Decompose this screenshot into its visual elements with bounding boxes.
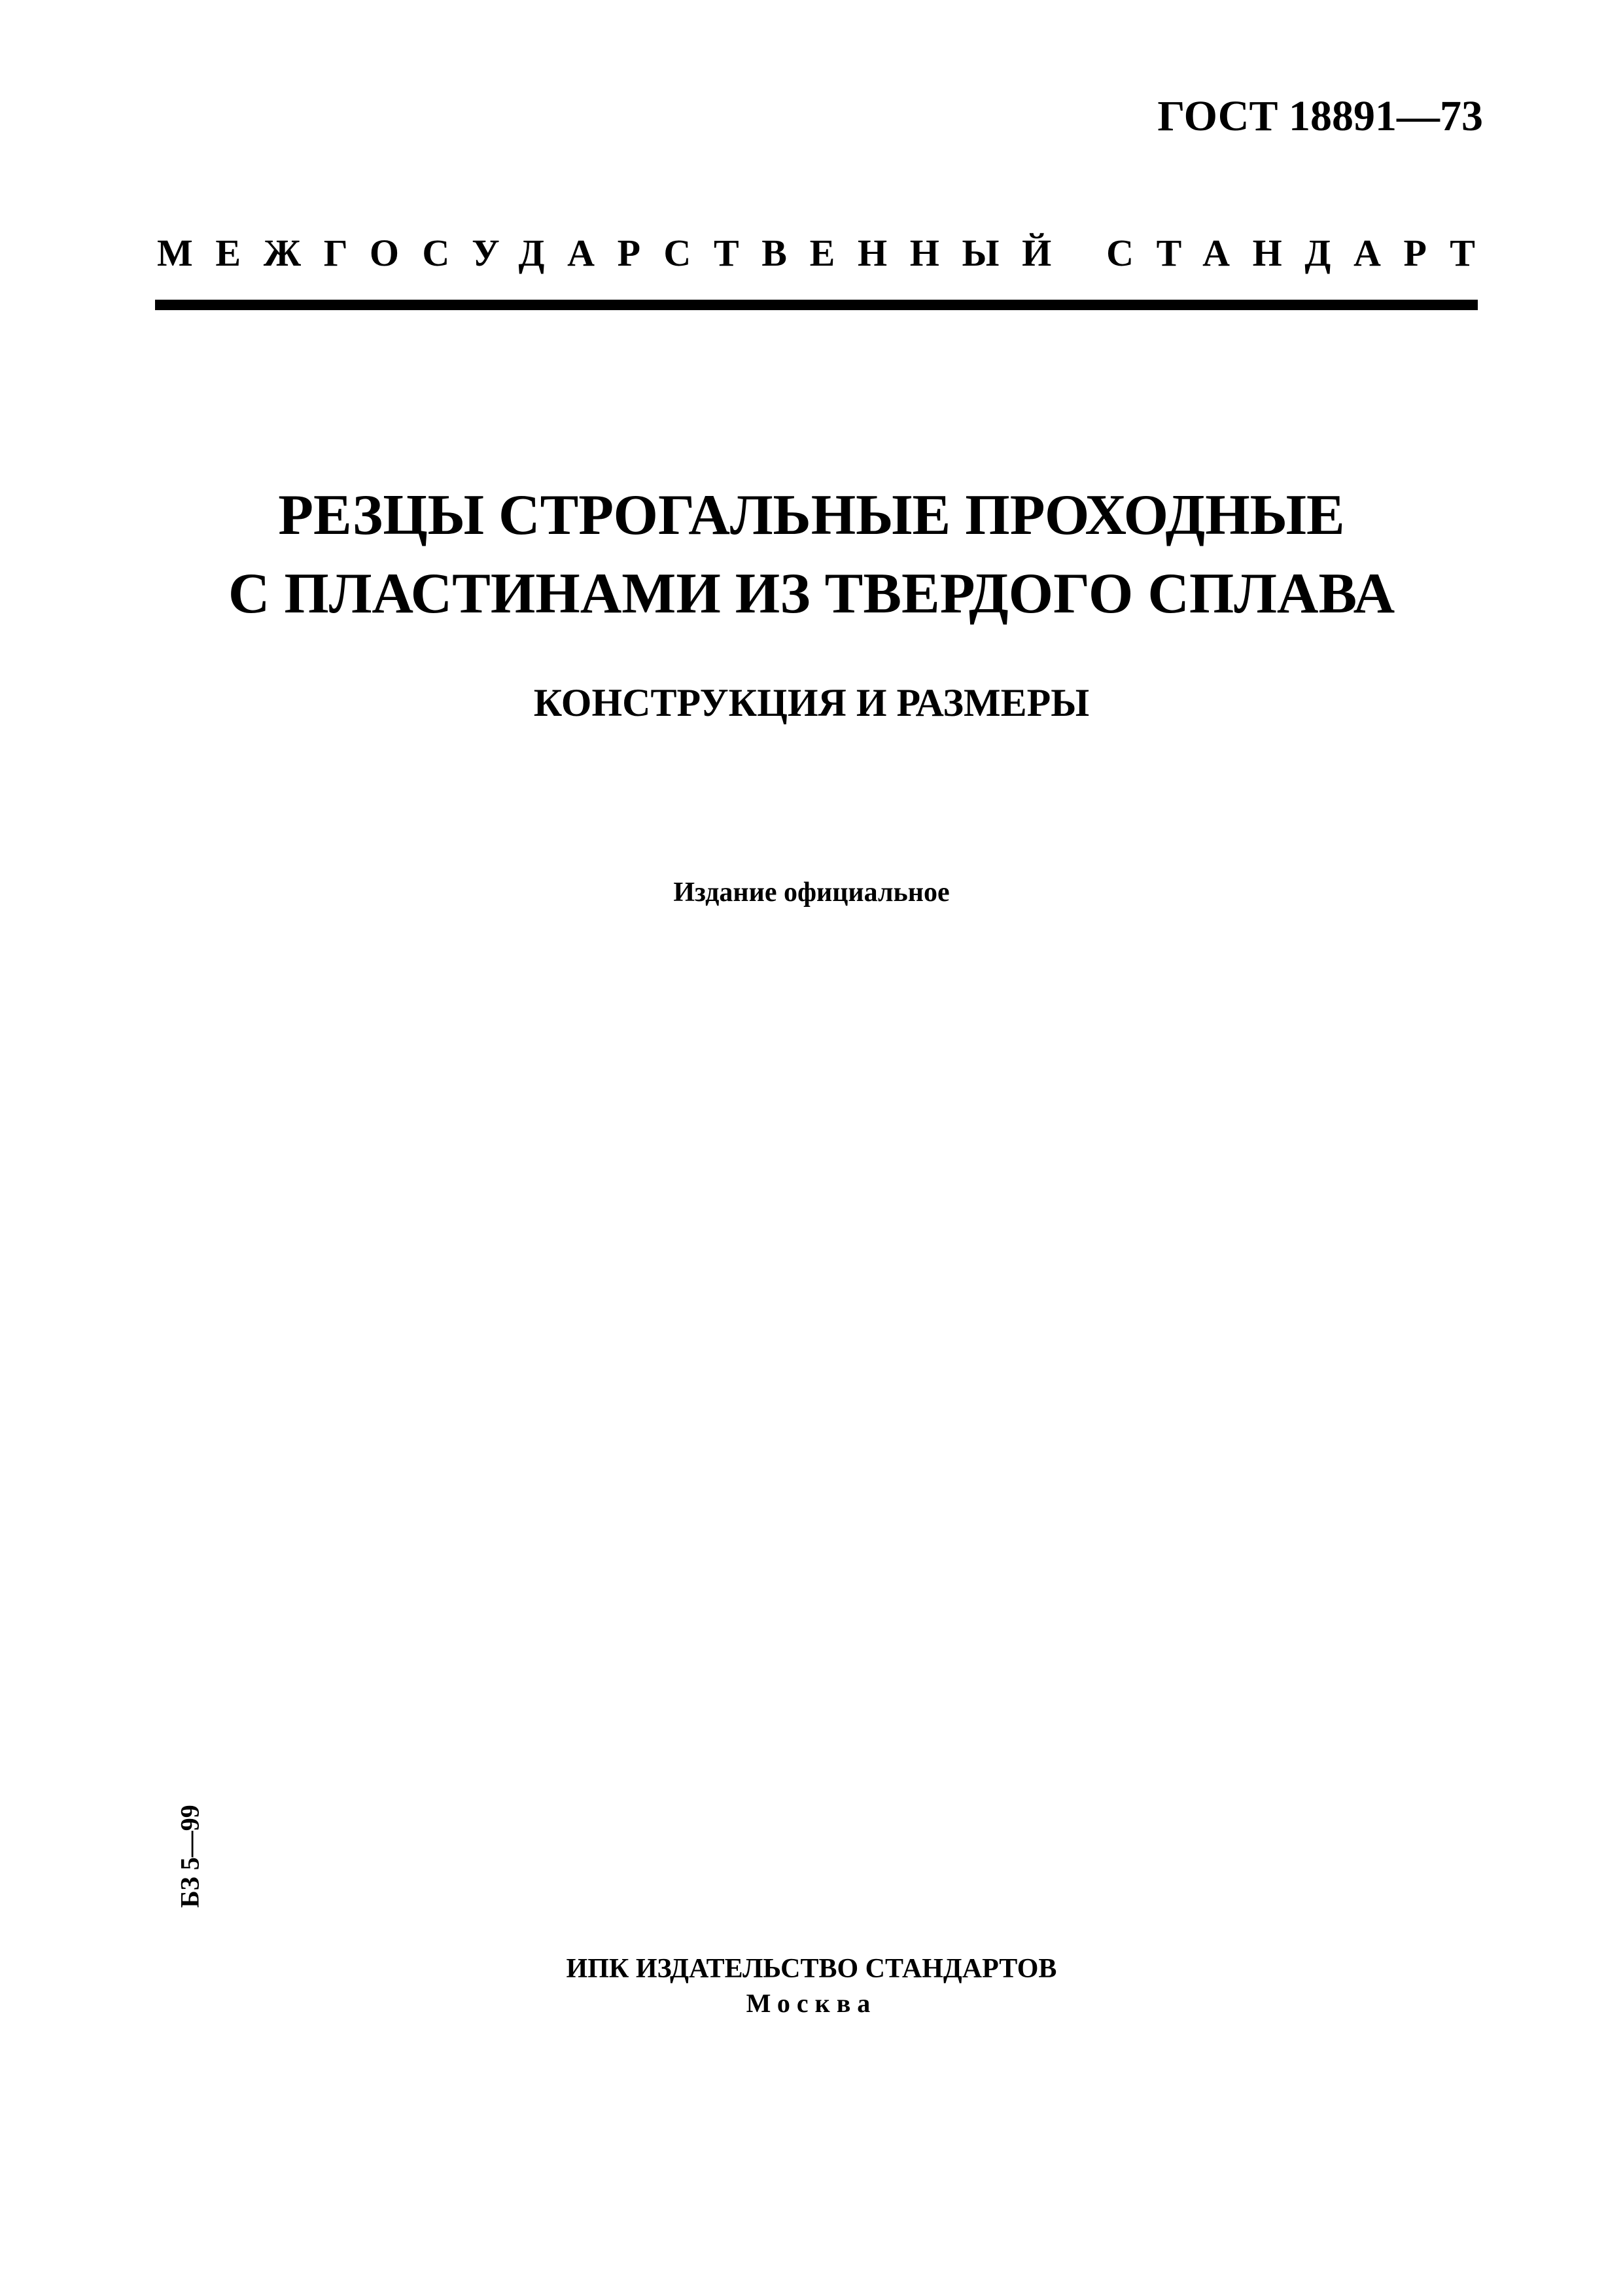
document-subtitle: КОНСТРУКЦИЯ И РАЗМЕРЫ bbox=[533, 681, 1090, 724]
title-line-1: РЕЗЦЫ СТРОГАЛЬНЫЕ ПРОХОДНЫЕ bbox=[278, 484, 1345, 547]
publisher-name: ИПК ИЗДАТЕЛЬСТВО СТАНДАРТОВ bbox=[566, 1954, 1057, 1984]
publisher-city: Москва bbox=[746, 1988, 877, 2018]
title-line-2: С ПЛАСТИНАМИ ИЗ ТВЕРДОГО СПЛАВА bbox=[228, 562, 1395, 626]
edition-note: Издание официальное bbox=[673, 877, 950, 908]
document-code: ГОСТ 18891—73 bbox=[1157, 92, 1483, 140]
side-catalog-code: БЗ 5—99 bbox=[175, 1805, 205, 1908]
header-divider bbox=[155, 300, 1478, 310]
document-title bbox=[0, 476, 1623, 633]
standard-type-heading: МЕЖГОСУДАРСТВЕННЫЙ СТАНДАРТ bbox=[157, 232, 1498, 274]
